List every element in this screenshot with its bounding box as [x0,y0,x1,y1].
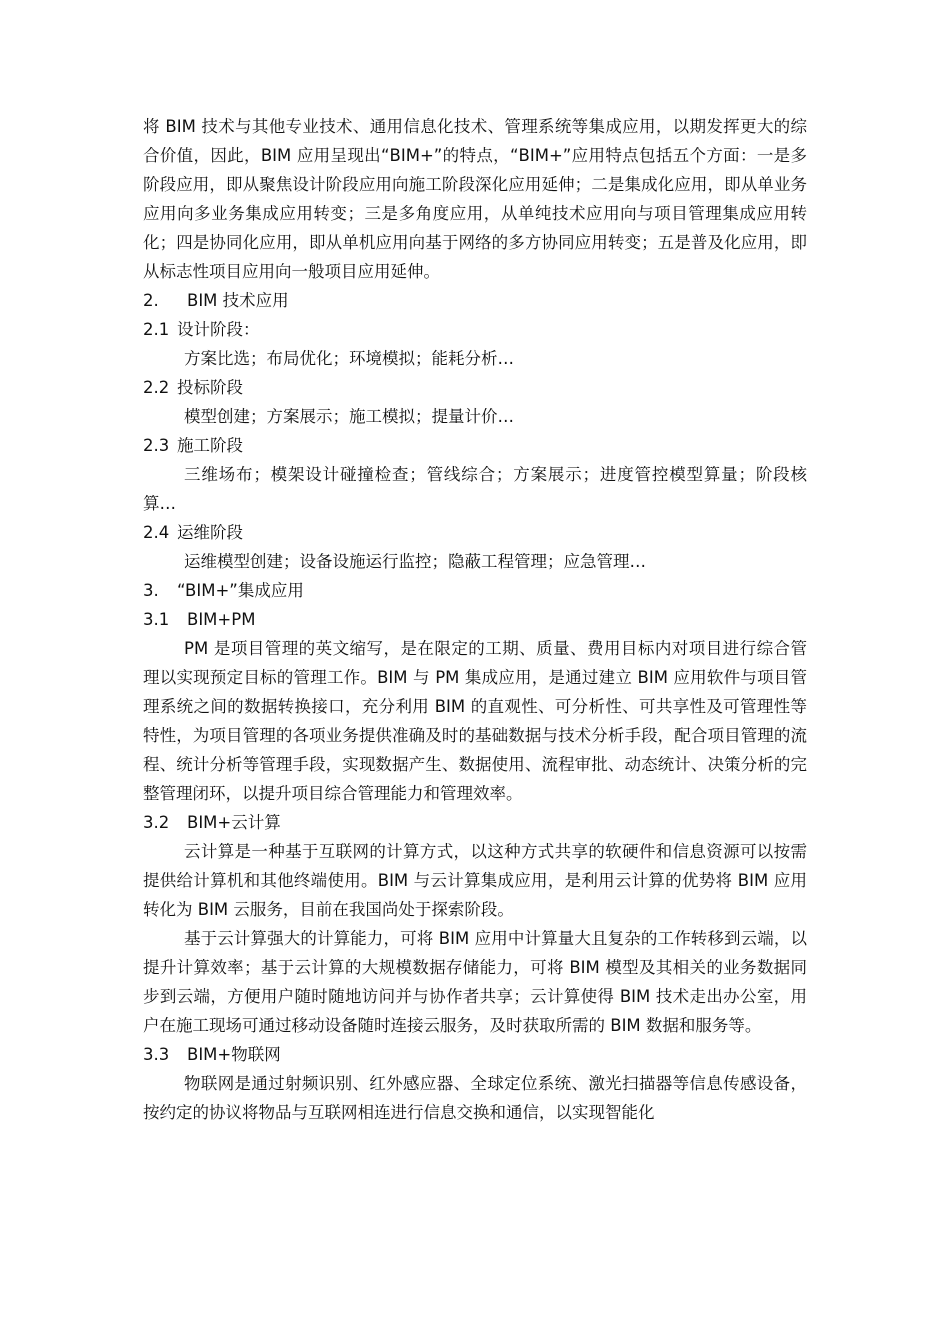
subsection-title: BIM+物联网 [187,1045,281,1064]
subsection-2-2-body: 模型创建；方案展示；施工模拟；提量计价… [184,407,514,426]
subsection-3-2-heading [143,808,807,837]
intro-paragraph: 将 BIM 技术与其他专业技术、通用信息化技术、管理系统等集成应用，以期发挥更大的综合价值，因此，BIM 应用呈现出“BIM+”的特点，“BIM+”应用特点包括五个方面：一是多阶段应用，即从聚焦设计阶段应用向施工阶段深化应用延伸；二是集成化应用，即从单业务应用向多业务集成应用转变；三是多角度应用，从单纯技术应用向与项目管理集成应用转化；四是协同化应用，即从单机应用向基于网络的多方协同应用转变；五是普及化应用，即从标志性项目应用向一般项目应用延伸。 [143,117,807,281]
section-title: “BIM+”集成应用 [177,581,304,600]
section-2-heading [143,286,807,315]
subsection-title: 设计阶段： [177,320,260,339]
section-title: BIM 技术应用 [187,291,289,310]
subsection-title: 投标阶段 [177,378,243,397]
subsection-3-1-heading [143,605,807,634]
section-3-heading [143,576,807,605]
subsection-title: BIM+云计算 [187,813,281,832]
subsection-3-1-paragraph: PM 是项目管理的英文缩写，是在限定的工期、质量、费用目标内对项目进行综合管理以实现预定目标的管理工作。BIM 与 PM 集成应用，是通过建立 BIM 应用软件与项目管理系统之间的数据转换接口，充分利用 BIM 的直观性、可分析性、可共享性及可管理性等特性，为项目管理的各项业务提供准确及时的基础数据与技术分析手段，配合项目管理的流程、统计分析等管理手段，实现数据产生、数据使用、流程审批、动态统计、决策分析的完整管理闭环，以提升项目综合管理能力和管理效率。 [143,639,807,803]
section-number: 3. [143,581,159,600]
subsection-2-4-body: 运维模型创建；设备设施运行监控；隐蔽工程管理；应急管理… [184,552,646,571]
subsection-title: 施工阶段 [177,436,243,455]
subsection-number: 2.4 [143,523,170,542]
subsection-title: 运维阶段 [177,523,243,542]
subsection-2-3-heading [143,431,807,460]
subsection-title: BIM+PM [187,610,256,629]
subsection-number: 3.1 [143,610,170,629]
subsection-2-3-body: 三维场布；模架设计碰撞检查；管线综合；方案展示；进度管控模型算量；阶段核算… [143,465,807,513]
document-page [143,112,807,1127]
subsection-2-4-heading [143,518,807,547]
subsection-number: 2.1 [143,320,170,339]
subsection-number: 2.2 [143,378,170,397]
section-number: 2. [143,291,159,310]
subsection-number: 3.2 [143,813,170,832]
subsection-3-2-paragraph-1: 云计算是一种基于互联网的计算方式，以这种方式共享的软硬件和信息资源可以按需提供给计算机和其他终端使用。BIM 与云计算集成应用，是利用云计算的优势将 BIM 应用转化为 BIM 云服务，目前在我国尚处于探索阶段。 [143,842,807,919]
subsection-2-1-body: 方案比选；布局优化；环境模拟；能耗分析… [184,349,514,368]
subsection-number: 3.3 [143,1045,170,1064]
subsection-3-3-paragraph: 物联网是通过射频识别、红外感应器、全球定位系统、激光扫描器等信息传感设备，按约定的协议将物品与互联网相连进行信息交换和通信，以实现智能化 [143,1074,807,1122]
subsection-number: 2.3 [143,436,170,455]
subsection-2-2-heading [143,373,807,402]
subsection-3-3-heading [143,1040,807,1069]
subsection-3-2-paragraph-2: 基于云计算强大的计算能力，可将 BIM 应用中计算量大且复杂的工作转移到云端，以提升计算效率；基于云计算的大规模数据存储能力，可将 BIM 模型及其相关的业务数据同步到云端，方便用户随时随地访问并与协作者共享；云计算使得 BIM 技术走出办公室，用户在施工现场可通过移动设备随时连接云服务，及时获取所需的 BIM 数据和服务等。 [143,929,807,1035]
subsection-2-1-heading [143,315,807,344]
